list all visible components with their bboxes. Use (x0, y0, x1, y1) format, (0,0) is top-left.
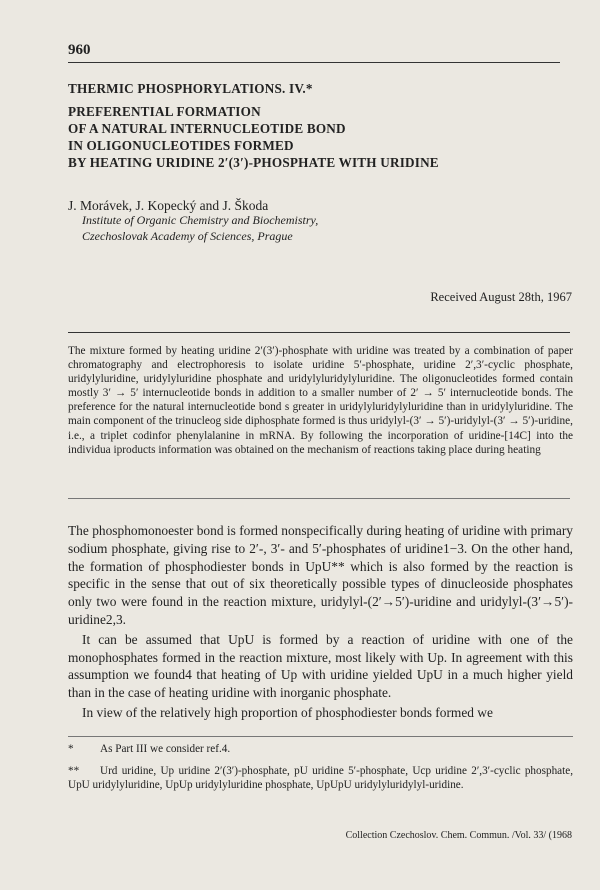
body-paragraph: In view of the relatively high proportion of phosphodiester bonds formed we (82, 704, 493, 720)
affiliation-line: Institute of Organic Chemistry and Biochemistry, (82, 213, 319, 227)
footnote (68, 764, 573, 792)
received-date: Received August 28th, 1967 (430, 290, 572, 304)
title-line: BY HEATING URIDINE 2′(3′)-PHOSPHATE WITH URIDINE (68, 155, 439, 170)
title-line: OF A NATURAL INTERNUCLEOTIDE BOND (68, 121, 346, 136)
title-line: IN OLIGONUCLEOTIDES FORMED (68, 138, 294, 153)
body-paragraph: It can be assumed that UpU is formed by a reaction of uridine with one of the monophosphates formed in the reaction mixture, most likely with Up. In agreement with this assumption we found4 that heating of Up with uridine yielded UpU in a much higher yield than in the case of heating uridine with inorganic phosphate. (68, 631, 573, 701)
footnote-mark: ** (68, 765, 80, 777)
abstract-text: The mixture formed by heating uridine 2′(3′)-phosphate with uridine was treated by a combination of paper chromatography and electrophoresis to isolate uridine 5′-phosphate, uridine 2′,3′-cyclic phosphate, uridylyluridine, uridylyluridine phosphate and uridylyluridylyluridine. The oligonucleotides formed contain mostly 3′ → 5′ internucleotide bonds in addition to a smaller number of 2′ → 5′ internucleotide bonds. The preference for the natural internucleotide bond s greater in uridylyluridylyluridine than in uridylyluridine. The main component of the trinucleog side diphosphate formed is thus uridylyl-(3′ → 5′)-uridylyl-(3′ → 5′)-uridine, i.e., a triplet codinfor phenylalanine in mRNA. By following the incorporation of uridine-[14C] into the individua iproducts information was obtained on the mechanism of reactions taking place during heating (68, 345, 573, 456)
authors: J. Morávek, J. Kopecký and J. Škoda (68, 198, 269, 213)
affiliation-line: Czechoslovak Academy of Sciences, Prague (82, 229, 293, 243)
header-rule (68, 62, 560, 63)
footnote-text: As Part III we consider ref.4. (100, 743, 231, 755)
title-line: PREFERENTIAL FORMATION (68, 104, 261, 119)
section-rule (68, 332, 570, 333)
body-text (68, 522, 573, 722)
journal-footer: Collection Czechoslov. Chem. Commun. /Vol. 33/ (1968 (345, 830, 572, 841)
page-number: 960 (68, 42, 91, 58)
abstract (68, 344, 573, 457)
footnote-rule (68, 736, 573, 737)
footnote (68, 742, 573, 756)
footnote-mark: * (68, 743, 74, 755)
article-title (68, 80, 568, 171)
footnote-text: Urd uridine, Up uridine 2′(3′)-phosphate, pU uridine 5′-phosphate, Ucp uridine 2′,3′-cyclic phosphate, UpU uridylyluridine, UpUp uridylyluridine phosphate, UpUpU uridylyluridylyl-uridine. (68, 765, 573, 791)
footnotes (68, 742, 573, 800)
abstract-rule (68, 498, 570, 499)
title-main: THERMIC PHOSPHORYLATIONS. IV.* (68, 81, 313, 96)
body-paragraph: The phosphomonoester bond is formed nonspecifically during heating of uridine with primary sodium phosphate, giving rise to 2′-, 3′- and 5′-phosphates of uridine1−3. On the other hand, the formation of phosphodiester bonds in UpU** which is also formed by the reaction is specific in the sense that out of six theoretically possible types of dinucleoside phosphates only two were found in the reaction mixture, uridylyl-(2′→5′)-uridine and uridylyl-(3′→5′)-uridine2,3. (68, 523, 573, 627)
affiliation (82, 212, 318, 244)
